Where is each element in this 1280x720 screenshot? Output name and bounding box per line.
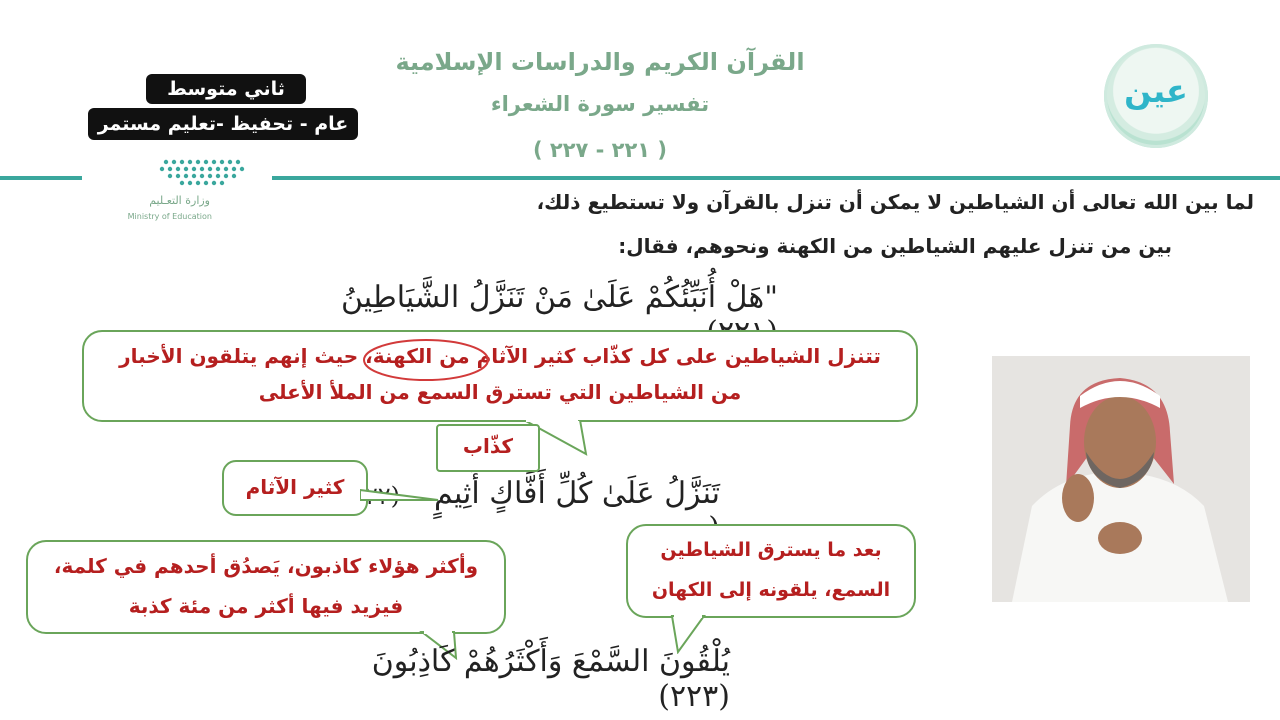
presenter-video (992, 356, 1250, 602)
bubble-tail-athaam-icon (360, 486, 440, 506)
word-bubble-kaddab: كذّاب (436, 424, 540, 472)
explanation-bubble-221 (82, 330, 918, 422)
divider-left (0, 176, 82, 180)
explanation-left-line-1: وأكثر هؤلاء كاذبون، يَصدُق أحدهم في كلمة، (53, 554, 479, 578)
explanation-left-line-2: فيزيد فيها أكثر من مئة كذبة (128, 594, 404, 618)
verse-range: ( ٢٢١ - ٢٢٧ ) (532, 138, 668, 162)
intro-line-2: بين من تنزل عليهم الشياطين من الكهنة ونحوهم، فقال: (618, 234, 1172, 258)
word-bubble-athaam: كثير الآثام (222, 460, 368, 516)
explanation-main-line-1: تتنزل الشياطين على كل كذّاب كثير الآثام من الكهنة، حيث إنهم يتلقون الأخبار (119, 344, 881, 368)
course-title: القرآن الكريم والدراسات الإسلامية (395, 48, 805, 76)
ein-logo (1104, 44, 1208, 148)
explanation-right-line-2: السمع، يلقونه إلى الكهان (651, 579, 891, 601)
ministry-name-ar: وزارة التعـليم (149, 194, 210, 207)
presenter-figure-icon (992, 356, 1250, 602)
explanation-bubble-left (26, 540, 506, 634)
ministry-name-en: Ministry of Education (127, 212, 212, 221)
explanation-right-line-1: بعد ما يسترق الشياطين (660, 539, 882, 561)
verse-222: تَنَزَّلُ عَلَىٰ كُلِّ أَفَّاكٍ أَثِيمٍ (434, 476, 720, 511)
intro-line-1: لما بين الله تعالى أن الشياطين لا يمكن أن تنزل بالقرآن ولا تستطيع ذلك، (536, 190, 1254, 214)
explanation-bubble-right (626, 524, 916, 618)
lesson-title: تفسير سورة الشعراء (490, 92, 710, 116)
explanation-main-line-2: من الشياطين التي تسترق السمع من الملأ الأعلى (258, 380, 742, 404)
divider-right (272, 176, 1280, 180)
ein-logo-text: عين (1124, 72, 1188, 110)
red-circle-annotation-icon (360, 336, 492, 384)
verse-221: "هَلْ أُنَبِّئُكُمْ عَلَىٰ مَنْ تَنَزَّلُ الشَّيَاطِينُ (340, 280, 778, 315)
grade-badge: ثاني متوسط (146, 74, 306, 104)
tracks-badge: عام - تحفيظ -تعليم مستمر (88, 108, 358, 140)
verse-223: يُلْقُونَ السَّمْعَ وَأَكْثَرُهُمْ كَاذِبُونَ (٢٢٣) (371, 644, 730, 714)
